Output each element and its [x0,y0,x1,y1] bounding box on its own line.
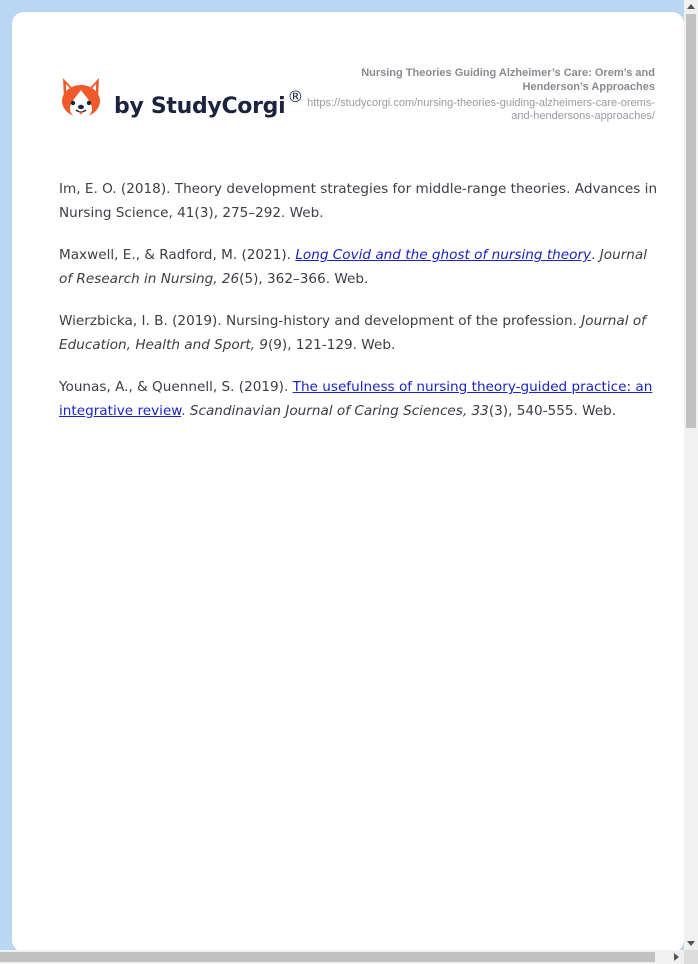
registered-mark: ® [287,87,304,106]
scroll-right-icon[interactable] [674,953,679,961]
reference-link[interactable]: Long Covid and the ghost of nursing theory [295,247,592,263]
vertical-scroll-thumb[interactable] [686,14,696,428]
scroll-down-icon[interactable] [687,941,695,946]
reference-list [59,177,659,441]
document-title: Nursing Theories Guiding Alzheimer’s Care: Orem’s and Henderson’s Approaches [361,67,655,93]
reference-text: (3), 540-555. Web. [488,403,617,419]
reference-text: Im, E. O. (2018). Theory development strategies for middle-range theories. Advances in Nursing Science, 41(3), 275–292. Web. [59,181,658,221]
reference-text: (5), 362–366. Web. [239,271,369,287]
horizontal-scroll-thumb[interactable] [0,952,655,962]
document-page [12,12,684,952]
horizontal-scrollbar[interactable] [0,950,684,964]
journal-name: Journal of Education, Health and Sport, 9 [59,313,646,353]
reference-punct: . [181,403,190,419]
document-url[interactable]: https://studycorgi.com/nursing-theories-guiding-alzheimers-care-orems-and-hendersons-approaches/ [307,97,655,122]
reference-text: (9), 121-129. Web. [267,337,396,353]
reference-item [59,243,659,291]
scrollbar-corner [684,950,698,964]
reference-item [59,177,659,225]
reference-text: Wierzbicka, I. B. (2019). Nursing-history and development of the profession. [59,313,582,329]
reference-punct: . [591,247,600,263]
corgi-logo-icon [60,76,102,122]
reference-item [59,309,659,357]
reference-text: Maxwell, E., & Radford, M. (2021). [59,247,296,263]
brand-name: by StudyCorgi ® [114,87,304,119]
reference-item [59,375,659,423]
journal-name: Journal of Research in Nursing, 26 [59,247,648,287]
reference-link[interactable]: The usefulness of nursing theory-guided practice: an integrative review [59,379,653,419]
reference-text: Younas, A., & Quennell, S. (2019). [59,379,293,395]
document-header [305,66,655,123]
journal-name: Scandinavian Journal of Caring Sciences, 33 [189,403,489,419]
vertical-scrollbar[interactable] [684,0,698,950]
studycorgi-logo[interactable] [60,76,303,122]
scroll-up-icon[interactable] [687,4,695,9]
